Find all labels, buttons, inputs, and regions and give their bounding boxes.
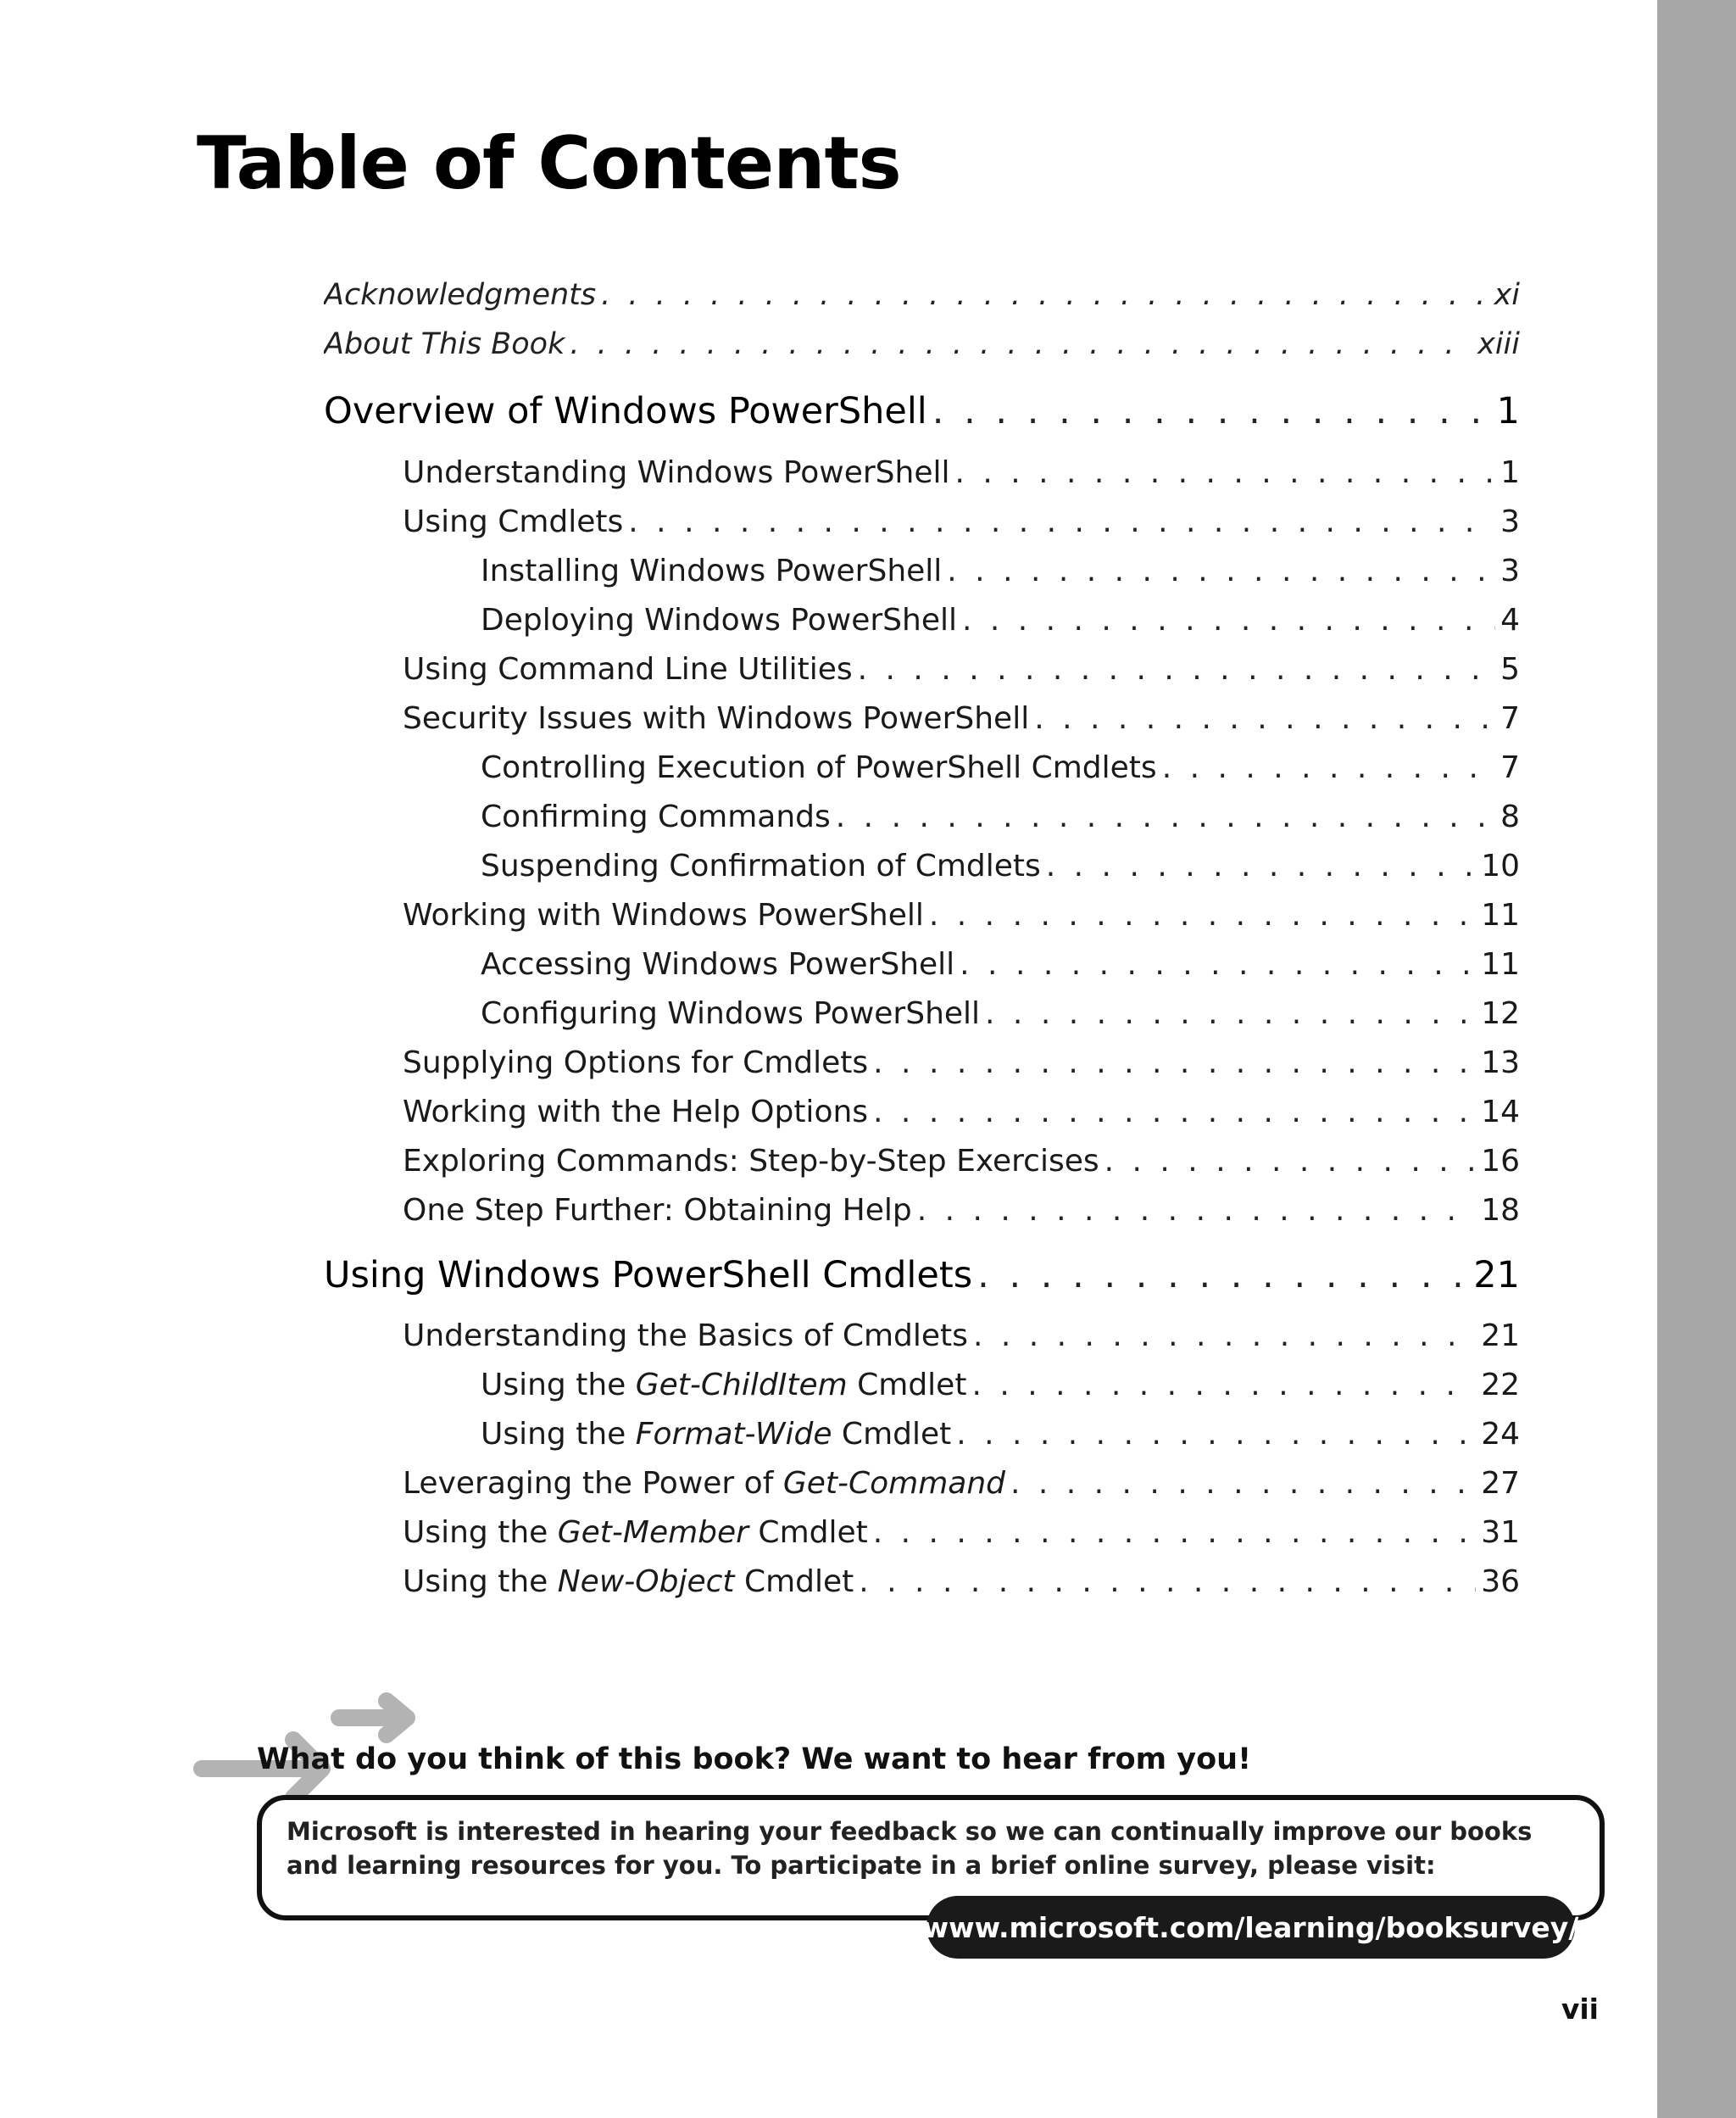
toc-subentry[interactable] [481,996,1520,1031]
toc-entry[interactable] [403,652,1520,687]
toc-entry-text: Installing Windows PowerShell [481,554,943,588]
page-title: Table of Contents [197,121,901,206]
toc-entry-title [481,849,1041,883]
toc-page-number: xiii [1477,327,1520,361]
toc-page-number: 21 [1473,1254,1520,1296]
toc-entry-text: Exploring Commands: Step-by-Step Exercises [403,1144,1099,1179]
toc-entry-text: Cmdlet [847,1368,967,1402]
toc-entry-text: Security Issues with Windows PowerShell [403,701,1030,736]
toc-entry-text: Using Command Line Utilities [403,652,853,687]
toc-entry-title [403,652,853,687]
toc-entry-text: Using the [481,1417,636,1452]
dot-leader [873,1045,1476,1080]
toc-page-number: xi [1494,278,1520,312]
feedback-text: Microsoft is interested in hearing your feedback so we can continually improve our books and learning resources for you. To participate in a brief online survey, please visit: [287,1817,1533,1880]
toc-subentry[interactable] [481,603,1520,638]
toc-page-number: 21 [1481,1318,1520,1353]
toc-entry[interactable] [403,1045,1520,1080]
toc-entry[interactable] [403,455,1520,490]
toc-entry[interactable] [403,898,1520,933]
toc-entry-text: Confirming Commands [481,800,831,834]
toc-entry-title [481,750,1157,785]
toc-page-number: 7 [1500,750,1520,785]
dot-leader [1162,750,1495,785]
dot-leader [601,278,1488,312]
toc-page-number: 27 [1481,1466,1520,1501]
toc-entry-title [403,1144,1099,1179]
toc-page-number: 3 [1500,554,1520,588]
dot-leader [960,947,1476,982]
dot-leader [955,455,1496,490]
toc-entry-text: Using the [403,1564,558,1599]
dot-leader [1104,1144,1477,1179]
toc-entry-title [403,1466,1005,1501]
toc-entry-title [481,1417,951,1452]
toc-entry-title [403,701,1029,736]
toc-entry-text: Using Cmdlets [403,504,624,539]
toc-subentry[interactable] [481,800,1520,834]
toc-entry-text: Cmdlet [748,1515,868,1550]
toc-page-number: 8 [1500,800,1520,834]
toc-entry-text: Using the [403,1515,558,1550]
toc-entry[interactable] [403,1193,1520,1228]
toc-entry[interactable] [403,1318,1520,1353]
toc-page-number: 22 [1481,1368,1520,1402]
toc-subentry[interactable] [481,947,1520,982]
toc-entry[interactable] [403,504,1520,539]
toc-page-number: 10 [1481,849,1520,883]
toc-entry-text: Working with the Help Options [403,1095,869,1129]
toc-entry-text: One Step Further: Obtaining Help [403,1193,912,1228]
dot-leader [873,1515,1476,1550]
toc-entry-about-this-book[interactable] [324,327,1520,361]
toc-entry-title: Acknowledgments [324,278,597,312]
toc-page-number: 1 [1496,390,1520,432]
toc-entry-text: Deploying Windows PowerShell [481,603,957,638]
dot-leader [836,800,1495,834]
toc-entry-text: Cmdlet [734,1564,854,1599]
cmdlet-name: Get-ChildItem [635,1368,848,1402]
dot-leader [956,1417,1476,1452]
toc-entry[interactable] [403,1095,1520,1129]
toc-entry-title [403,504,623,539]
toc-entry-text: Leveraging the Power of [403,1466,783,1501]
dot-leader [1010,1466,1476,1501]
toc-page-number: 36 [1481,1564,1520,1599]
toc-chapter-1[interactable] [324,390,1520,432]
toc-subentry[interactable] [481,750,1520,785]
dot-leader [973,1318,1476,1353]
chapter-title: Using Windows PowerShell Cmdlets [324,1254,973,1296]
toc-page-number: 18 [1481,1193,1520,1228]
toc-entry-acknowledgments[interactable] [324,278,1520,312]
toc-page-number: 14 [1481,1095,1520,1129]
toc-entry-title [403,1318,968,1353]
dot-leader [628,504,1495,539]
cmdlet-name: Format-Wide [635,1417,832,1452]
dot-leader [570,327,1472,361]
dot-leader [929,898,1476,933]
toc-entry-title: About This Book [324,327,565,361]
toc-entry-title [481,996,980,1031]
toc-entry-title [481,800,831,834]
dot-leader [947,554,1495,588]
toc-entry[interactable] [403,1515,1520,1550]
toc-entry-text: Understanding the Basics of Cmdlets [403,1318,968,1353]
toc-page-number: 13 [1481,1045,1520,1080]
toc-subentry[interactable] [481,1368,1520,1402]
dot-leader [873,1095,1476,1129]
dot-leader [932,390,1492,432]
toc-page-number: 24 [1481,1417,1520,1452]
toc-chapter-2[interactable] [324,1254,1520,1296]
toc-entry-title [481,947,954,982]
toc-entry-title [403,1515,868,1550]
dot-leader [859,1564,1476,1599]
toc-entry-text: Working with Windows PowerShell [403,898,924,933]
toc-entry-text: Controlling Execution of PowerShell Cmdlets [481,750,1157,785]
toc-entry-text: Understanding Windows PowerShell [403,455,950,490]
toc-subentry[interactable] [481,1417,1520,1452]
toc-page-number: 31 [1481,1515,1520,1550]
toc-entry-title [403,898,924,933]
toc-entry-title [481,1368,966,1402]
toc-entry[interactable] [403,1144,1520,1179]
toc-entry-text: Suspending Confirmation of Cmdlets [481,849,1041,883]
cmdlet-name: Get-Member [557,1515,748,1550]
toc-entry-text: Configuring Windows PowerShell [481,996,981,1031]
toc-entry-text: Using the [481,1368,636,1402]
toc-page-number: 4 [1500,603,1520,638]
toc-page-number: 12 [1481,996,1520,1031]
toc-entry-title [481,603,957,638]
survey-link[interactable]: www.microsoft.com/learning/booksurvey/ [926,1896,1575,1959]
toc-page-number: 11 [1481,947,1520,982]
toc-entry[interactable] [403,701,1520,736]
toc-entry-text: Cmdlet [832,1417,952,1452]
chapter-title: Overview of Windows PowerShell [324,390,927,432]
dot-leader [962,603,1495,638]
dot-leader [971,1368,1476,1402]
toc-subentry[interactable] [481,554,1520,588]
feedback-heading: What do you think of this book? We want to hear from you! [257,1742,1252,1776]
page-edge-bar [1657,0,1736,2118]
cmdlet-name: New-Object [557,1564,735,1599]
toc-page-number: 3 [1500,504,1520,539]
dot-leader [858,652,1495,687]
dot-leader [917,1193,1476,1228]
dot-leader [1034,701,1495,736]
dot-leader [977,1254,1468,1296]
toc-entry-title [481,554,942,588]
toc-subentry[interactable] [481,849,1520,883]
toc-page-number: 5 [1500,652,1520,687]
toc-page-number: 16 [1481,1144,1520,1179]
cmdlet-name: Get-Command [782,1466,1005,1501]
toc-entry-title [403,1564,854,1599]
toc-entry[interactable] [403,1466,1520,1501]
dot-leader [985,996,1476,1031]
page-number: vii [1561,1993,1599,2026]
toc-entry-title [403,1193,912,1228]
dot-leader [1046,849,1476,883]
toc-page-number: 1 [1500,455,1520,490]
toc-page-number: 11 [1481,898,1520,933]
toc-page-number: 7 [1500,701,1520,736]
toc-entry-text: Supplying Options for Cmdlets [403,1045,869,1080]
toc-entry-title [403,455,950,490]
toc-entry[interactable] [403,1564,1520,1599]
toc-entry-text: Accessing Windows PowerShell [481,947,955,982]
toc-entry-title [403,1095,868,1129]
toc-entry-title [403,1045,868,1080]
